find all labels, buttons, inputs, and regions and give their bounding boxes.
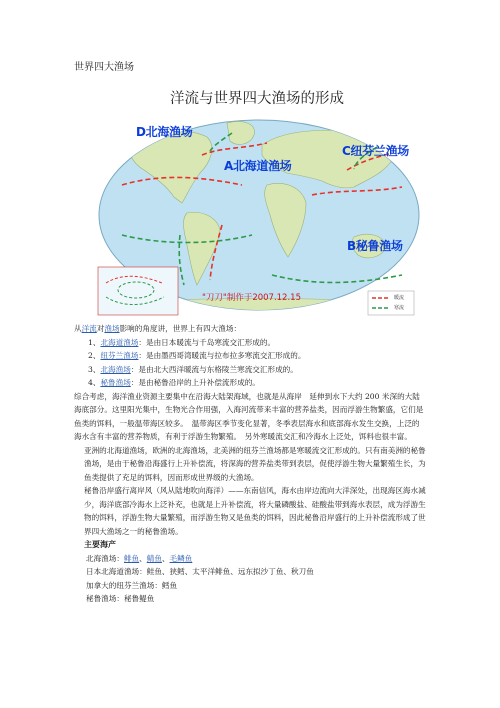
page-title: 世界四大渔场 <box>74 62 134 73</box>
label-hokkaido: A北海道渔场 <box>224 159 292 173</box>
list-item <box>74 349 426 363</box>
list-number: 2、 <box>88 351 101 360</box>
products-heading: 主要海产 <box>84 540 116 549</box>
link-herring[interactable]: 鲱鱼 <box>123 553 140 563</box>
label-newfoundland: C纽芬兰渔场 <box>342 144 410 158</box>
list-text: ：是由北大西洋暖流与东格陵兰寒流交汇形成的。 <box>130 364 298 374</box>
label-north-sea: D北海渔场 <box>136 125 193 139</box>
list-number: 3、 <box>88 364 101 374</box>
separator: 、 <box>161 553 170 563</box>
list-text: ：是由墨西哥湾暖流与拉布拉多寒流交汇形成的。 <box>138 351 306 360</box>
products-north-sea <box>74 552 426 566</box>
paragraph: 秘鲁沿岸盛行离岸风（风从陆地吹向海洋）——东南信风，海水由岸边流向大洋深处，出现海区海水减少，海洋底部冷海水上泛补充，也就是上升补偿流，将大量磷酸盐、硅酸盐带到海水表层，成为浮游生物的饵料，浮游生物大量繁殖，而浮游生物又是鱼类的饵料，因此秘鲁沿岸盛行的上升补偿流形成了世界四大渔场之一的秘鲁渔场。 <box>84 486 426 536</box>
legend-box <box>368 291 414 315</box>
world-map-graphic <box>92 85 422 317</box>
link-north-sea-fishery[interactable]: 北海渔场 <box>100 364 131 374</box>
list-number: 1、 <box>88 337 101 347</box>
products-line: 日本北海道渔场：鲑鱼、狭鳕、太平洋鲱鱼、远东拟沙丁鱼、秋刀鱼 <box>86 567 314 576</box>
intro-text: 影响的角度讲，世界上有四大渔场： <box>119 324 242 333</box>
article-body <box>74 322 426 606</box>
link-peru-fishery[interactable]: 秘鲁渔场 <box>100 378 131 387</box>
list-item <box>74 376 426 390</box>
link-fishery[interactable]: 渔场 <box>104 324 120 333</box>
list-text: ：是由日本暖流与千岛寒流交汇形成的。 <box>138 337 276 347</box>
map-heading: 洋流与世界四大渔场的形成 <box>170 91 344 107</box>
list-item <box>74 336 426 350</box>
paragraph: 亚洲的北海道渔场，欧洲的北海渔场，北美洲的纽芬兰渔场都是寒暖流交汇形成的。只有南美洲的秘鲁渔场，是由于秘鲁沿海盛行上升补偿流，将深海的营养盐类带到表层，促使浮游生物大量繁殖生长，为鱼类提供了充足的饵料，因而形成世界级的大渔场。 <box>84 445 426 482</box>
list-text: ：是由秘鲁沿岸的上升补偿流形成的。 <box>130 378 260 387</box>
link-hokkaido-fishery[interactable]: 北海道渔场 <box>100 337 139 347</box>
intro-text: 从 <box>74 324 82 333</box>
ocean-current-map <box>92 85 422 317</box>
link-capelin[interactable]: 毛鳞鱼 <box>169 553 193 563</box>
intro-line <box>74 322 426 336</box>
intro-text: 对 <box>96 324 105 333</box>
list-item <box>74 363 426 377</box>
legend-cold-label: 寒流 <box>394 305 405 311</box>
paragraph: 综合考虑，海洋渔业资源主要集中在沿海大陆架海域，也就是从海岸 延伸到水下大约 200 米深的大陆海底部分。这里阳光集中，生物光合作用强，入海河流带来丰富的营养盐类，因而浮游生物繁盛，它们是鱼类的饵料，一般温带海区较多。 温带海区季节变化显著，冬季表层海水和底部海水发生交换，上泛的海水含有丰富的营养物质，有利于浮游生物繁殖。 另外寒暖流交汇和冷海水上泛处，饵料也很丰富。 <box>74 391 424 441</box>
separator: 、 <box>139 553 147 563</box>
link-ocean-current[interactable]: 洋流 <box>81 324 97 333</box>
inset-box <box>98 267 178 315</box>
link-mackerel[interactable]: 鲭鱼 <box>146 553 162 563</box>
legend-warm-label: 暖流 <box>394 295 405 301</box>
label-peru: B秘鲁渔场 <box>347 239 403 253</box>
list-number: 4、 <box>88 378 101 387</box>
link-newfoundland-fishery[interactable]: 纽芬兰渔场 <box>100 351 139 360</box>
products-line: 秘鲁渔场：秘鲁鳀鱼 <box>86 594 155 603</box>
products-label: 北海渔场： <box>86 553 124 563</box>
products-line: 加拿大的纽芬兰渔场：鳕鱼 <box>86 580 178 590</box>
map-credit: "刀刀"制作于2007.12.15 <box>202 293 301 303</box>
